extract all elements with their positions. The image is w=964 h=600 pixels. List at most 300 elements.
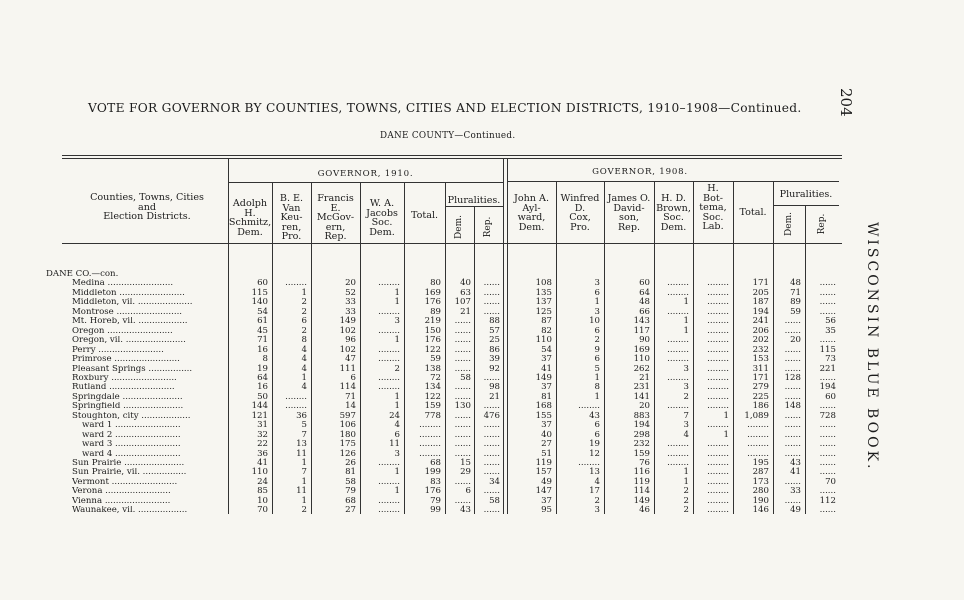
table-row [0,468,964,477]
table-cell: ........ [667,278,689,289]
table-cell: ........ [667,439,689,450]
table-cell: ........ [707,391,729,402]
table-cell: 114 [633,486,650,497]
table-cell: 48 [639,297,650,308]
table-cell: 37 [541,382,552,393]
table-cell: ........ [707,486,729,497]
table-cell: ...... [819,448,836,459]
pluralities-rep-1908: Rep. [817,213,827,235]
table-cell: 2 [301,306,307,317]
table-cell: 778 [424,410,441,421]
table-cell: 10 [257,495,268,506]
table-cell: 14 [345,401,356,412]
table-cell: 102 [339,325,356,336]
table-row [0,506,964,515]
table-cell: 280 [752,486,769,497]
table-cell: ...... [784,448,801,459]
table-cell: ...... [819,297,836,308]
table-cell: 76 [639,458,650,468]
table-cell: 262 [633,363,650,374]
table-cell: 1 [301,372,307,383]
table-cell: ........ [747,448,769,459]
table-cell: ........ [285,391,307,402]
table-cell: 71 [790,287,801,298]
table-cell: 36 [296,410,307,421]
table-cell: ...... [784,316,801,327]
row-label: Sun Prairie, vil. ................ [72,468,187,478]
table-cell: ...... [454,382,471,393]
table-cell: 187 [752,297,769,308]
table-cell: 2 [683,505,689,516]
table-cell: ........ [747,439,769,450]
table-cell: ........ [667,458,689,468]
table-cell: 40 [541,429,552,440]
table-cell: 24 [257,476,268,487]
table-cell: 58 [489,495,500,506]
table-cell: 1 [683,476,689,487]
table-cell: 29 [460,467,471,478]
plurality-underline-1908 [773,205,839,206]
table-cell: ...... [784,344,801,355]
table-cell: 5 [301,420,307,431]
table-cell: 2 [301,297,307,308]
table-cell: ........ [707,505,729,516]
table-cell: 79 [345,486,356,497]
table-cell: 58 [460,372,471,383]
table-cell: 41 [257,458,268,468]
row-label: Stoughton, city .................. [72,411,191,421]
table-cell: 122 [424,391,441,402]
table-cell: 102 [339,344,356,355]
table-cell: ...... [819,401,836,412]
table-cell: 121 [251,410,268,421]
table-cell: 72 [430,372,441,383]
table-cell: 157 [535,467,552,478]
table-cell: 3 [594,306,600,317]
table-cell: 1 [683,325,689,336]
table-cell: ...... [483,420,500,431]
table-cell: 4 [683,429,689,440]
table-cell: ........ [667,287,689,298]
table-cell: 883 [633,410,650,421]
pluralities-header-1908: Pluralities. [779,189,833,200]
table-cell: 3 [594,278,600,289]
group-header-1908: GOVERNOR, 1908. [592,167,688,177]
table-cell: 114 [339,382,356,393]
table-cell: 138 [424,363,441,374]
table-cell: 137 [535,297,552,308]
table-cell: 79 [430,495,441,506]
table-cell: ........ [707,401,729,412]
table-cell: 95 [541,505,552,516]
table-cell: ........ [707,372,729,383]
table-cell: ........ [707,354,729,365]
table-cell: ...... [784,429,801,440]
col-header-total-1908: Total. [739,207,767,218]
table-cell: 5 [594,363,600,374]
table-cell: 37 [541,354,552,365]
table-cell: 37 [541,420,552,431]
table-cell: 108 [535,278,552,289]
table-cell: 176 [424,297,441,308]
table-cell: 7 [301,467,307,478]
table-cell: 2 [394,363,400,374]
table-cell: ...... [483,458,500,468]
table-cell: 2 [301,325,307,336]
table-cell: ...... [454,325,471,336]
table-cell: 117 [633,325,650,336]
table-cell: 6 [465,486,471,497]
table-cell: 27 [345,505,356,516]
table-cell: 190 [752,495,769,506]
table-cell: 56 [825,316,836,327]
table-cell: 99 [430,505,441,516]
table-cell: ...... [454,344,471,355]
table-cell: 1 [683,467,689,478]
table-cell: ........ [707,344,729,355]
table-cell: 195 [752,458,769,468]
table-cell: ...... [454,391,471,402]
table-cell: 1 [594,372,600,383]
table-cell: 68 [430,458,441,468]
table-cell: 31 [257,420,268,431]
table-cell: 60 [639,278,650,289]
table-row [0,346,964,355]
table-cell: 36 [257,448,268,459]
table-cell: 119 [535,458,552,468]
table-cell: 54 [257,306,268,317]
table-cell: ...... [454,495,471,506]
row-label: ward 4 ........................ [82,449,181,459]
row-label: ward 3 ........................ [82,440,181,450]
table-cell: ...... [819,467,836,478]
table-cell: 206 [752,325,769,336]
col-header-total-1910: Total. [410,210,439,221]
table-cell: 135 [535,287,552,298]
table-cell: ...... [819,287,836,298]
table-cell: 107 [454,297,471,308]
table-cell: 149 [633,495,650,506]
col-header-davidson: James O. David- son, Rep. [607,193,651,233]
table-cell: 63 [460,287,471,298]
table-cell: 48 [790,278,801,289]
table-cell: 115 [251,287,268,298]
table-cell: ...... [819,306,836,317]
table-cell: 1 [723,410,729,421]
table-cell: 1 [394,401,400,412]
table-row [0,383,964,392]
table-cell: 13 [589,467,600,478]
table-cell: 221 [819,363,836,374]
table-cell: 70 [257,505,268,516]
table-cell: ...... [454,363,471,374]
table-cell: ...... [483,429,500,440]
table-cell: 110 [633,354,650,365]
table-cell: ...... [784,495,801,506]
table-cell: 68 [345,495,356,506]
table-cell: 2 [683,391,689,402]
table-cell: 70 [825,476,836,487]
table-cell: ........ [285,401,307,412]
table-cell: ........ [578,458,600,468]
table-cell: ...... [483,372,500,383]
table-cell: 9 [594,344,600,355]
table-cell: 125 [535,306,552,317]
table-cell: 149 [339,316,356,327]
table-cell: 186 [752,401,769,412]
table-cell: ........ [419,439,441,450]
pluralities-header-1910: Pluralities. [447,195,501,206]
table-cell: 6 [594,420,600,431]
table-cell: 6 [594,287,600,298]
table-cell: ........ [707,458,729,468]
table-cell: 2 [594,335,600,346]
table-cell: 128 [784,372,801,383]
group-underline-1910 [228,182,503,183]
table-cell: 43 [589,410,600,421]
table-cell: 3 [394,448,400,459]
table-cell: 7 [301,429,307,440]
table-cell: ...... [483,306,500,317]
table-cell: 33 [345,297,356,308]
table-cell: 10 [589,316,600,327]
table-cell: 1 [683,316,689,327]
row-label: Middleton, vil. .................... [72,298,193,308]
table-cell: 241 [752,316,769,327]
table-cell: 2 [594,495,600,506]
row-label: Roxbury ........................ [72,373,177,383]
table-cell: 66 [639,306,650,317]
col-header-aylward: John A. Ayl- ward, Dem. [513,193,549,233]
row-label: Rutland ........................ [72,383,175,393]
table-cell: 40 [460,278,471,289]
table-cell: 83 [430,476,441,487]
table-cell: 171 [752,372,769,383]
table-cell: 159 [633,448,650,459]
table-cell: 60 [257,278,268,289]
table-cell: ........ [707,278,729,289]
table-cell: 20 [345,278,356,289]
table-cell: 143 [633,316,650,327]
page-number: 204 [837,88,855,117]
table-cell: 4 [301,382,307,393]
table-cell: ........ [378,306,400,317]
table-cell: ...... [454,335,471,346]
table-cell: 73 [825,354,836,365]
table-cell: 87 [541,316,552,327]
table-cell: 1 [594,297,600,308]
table-cell: ........ [707,420,729,431]
table-cell: ...... [819,420,836,431]
table-cell: ........ [707,382,729,393]
table-cell: 8 [301,335,307,346]
table-cell: 16 [257,382,268,393]
table-cell: 41 [541,363,552,374]
stub-header: Counties, Towns, Cities and Election Districts. [90,192,204,223]
table-cell: ........ [667,372,689,383]
table-cell: ........ [378,278,400,289]
table-cell: 202 [752,335,769,346]
table-cell: 50 [257,391,268,402]
table-cell: ...... [784,391,801,402]
table-cell: ...... [819,458,836,468]
table-cell: 194 [752,306,769,317]
table-cell: 205 [752,287,769,298]
table-cell: ...... [483,439,500,450]
table-cell: ...... [454,420,471,431]
table-cell: ........ [378,495,400,506]
table-cell: 6 [301,316,307,327]
table-cell: 169 [424,287,441,298]
row-label: Verona ........................ [72,487,171,497]
row-label: Pleasant Springs ................ [72,364,193,374]
table-cell: 298 [633,429,650,440]
table-cell: 11 [296,486,307,497]
table-cell: 287 [752,467,769,478]
table-cell: 35 [825,325,836,336]
table-cell: 17 [589,486,600,497]
table-cell: 116 [633,467,650,478]
table-cell: 232 [633,439,650,450]
table-cell: 86 [489,344,500,355]
table-cell: 1 [723,429,729,440]
row-label: Middleton ........................ [72,288,185,298]
table-cell: 1 [394,287,400,298]
table-cell: ........ [378,325,400,336]
table-cell: 46 [639,505,650,516]
table-cell: ........ [747,420,769,431]
row-label: Primrose ........................ [72,355,180,365]
table-cell: ........ [707,325,729,336]
table-cell: 47 [345,354,356,365]
row-label: Waunakee, vil. .................. [72,506,188,516]
table-cell: 1 [301,495,307,506]
table-cell: 1 [301,458,307,468]
table-cell: 13 [296,439,307,450]
row-label: Springdale ...................... [72,392,183,402]
table-cell: ........ [667,306,689,317]
table-cell: ........ [285,278,307,289]
table-cell: ...... [819,505,836,516]
table-cell: 169 [633,344,650,355]
header-bottom-rule [62,243,842,244]
table-cell: 1 [594,391,600,402]
table-cell: ...... [483,486,500,497]
row-label: Perry ........................ [72,345,164,355]
table-cell: 21 [489,391,500,402]
table-cell: 6 [350,372,356,383]
pluralities-dem-1908: Dem. [784,212,794,236]
table-cell: 110 [251,467,268,478]
table-cell: 106 [339,420,356,431]
table-cell: 476 [483,410,500,421]
table-cell: 20 [790,335,801,346]
table-cell: 1 [394,391,400,402]
table-cell: ...... [454,448,471,459]
table-cell: ...... [483,287,500,298]
table-cell: ...... [483,297,500,308]
table-cell: 111 [339,363,356,374]
table-cell: 115 [819,344,836,355]
table-cell: ........ [419,420,441,431]
table-cell: 88 [489,316,500,327]
table-cell: 225 [752,391,769,402]
table-cell: 39 [489,354,500,365]
table-cell: 194 [819,382,836,393]
table-cell: 59 [790,306,801,317]
table-cell: 1 [301,476,307,487]
table-cell: ...... [819,278,836,289]
table-cell: ...... [784,439,801,450]
table-cell: ........ [707,335,729,346]
table-cell: 64 [257,372,268,383]
row-label: Vienna ........................ [72,496,171,506]
table-cell: 232 [752,344,769,355]
table-cell: 150 [424,325,441,336]
table-cell: ...... [454,429,471,440]
table-cell: ...... [784,354,801,365]
table-cell: ...... [819,486,836,497]
table-cell: 24 [389,410,400,421]
group-header-1910: GOVERNOR, 1910. [317,169,414,179]
table-cell: 80 [430,278,441,289]
table-cell: ........ [707,448,729,459]
table-cell: 21 [460,306,471,317]
table-cell: 11 [296,448,307,459]
table-cell: 59 [430,354,441,365]
table-cell: ...... [454,354,471,365]
table-cell: 149 [535,372,552,383]
table-cell: 43 [460,505,471,516]
table-cell: ........ [707,306,729,317]
table-cell: 1 [683,297,689,308]
table-cell: 168 [535,401,552,412]
table-cell: 126 [339,448,356,459]
table-cell: 64 [639,287,650,298]
table-cell: ...... [483,448,500,459]
table-cell: ...... [483,505,500,516]
table-cell: 159 [424,401,441,412]
table-cell: 311 [752,363,769,374]
table-row [0,308,964,317]
table-cell: ........ [378,372,400,383]
table-cell: 728 [819,410,836,421]
table-cell: 21 [639,372,650,383]
table-cell: 32 [257,429,268,440]
table-cell: 141 [633,391,650,402]
table-cell: ...... [819,372,836,383]
table-cell: ........ [667,354,689,365]
table-cell: 51 [541,448,552,459]
table-cell: 134 [424,382,441,393]
table-cell: 19 [589,439,600,450]
table-cell: 231 [633,382,650,393]
table-cell: 52 [345,287,356,298]
table-cell: 153 [752,354,769,365]
table-cell: 194 [633,420,650,431]
table-cell: 25 [489,335,500,346]
table-cell: 175 [339,439,356,450]
table-cell: 85 [257,486,268,497]
table-cell: 12 [589,448,600,459]
table-cell: 49 [790,505,801,516]
table-cell: 33 [790,486,801,497]
table-cell: 2 [301,505,307,516]
table-cell: 176 [424,486,441,497]
table-cell: 16 [257,344,268,355]
table-cell: 140 [251,297,268,308]
table-cell: 112 [819,495,836,506]
